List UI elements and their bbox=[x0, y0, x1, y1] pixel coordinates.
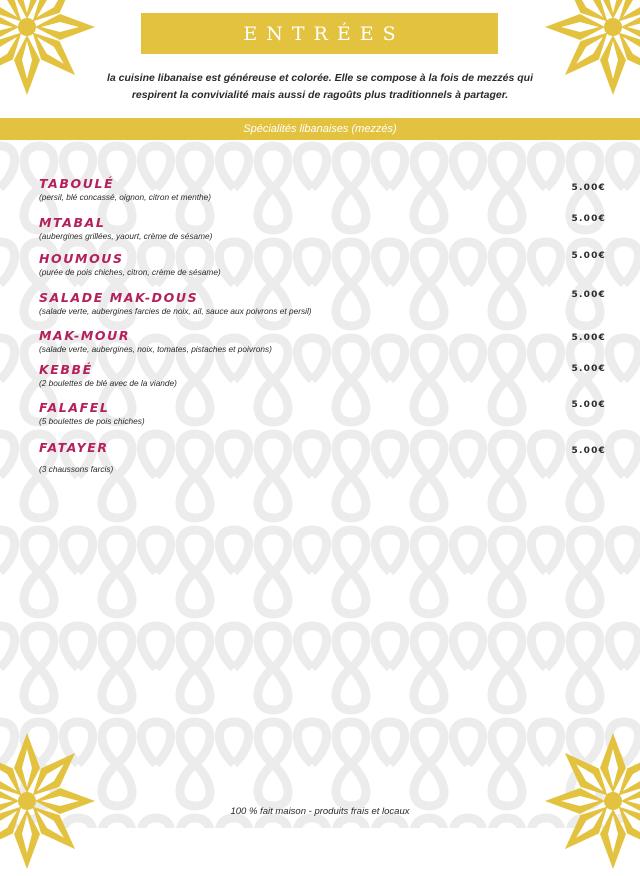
dish-description: (salade verte, aubergines farcies de noix, ail, sauce aux poivrons et persil) bbox=[39, 306, 312, 316]
dish-description: (purée de pois chiches, citron, crème de sésame) bbox=[39, 267, 221, 277]
dish-price: 5.00€ bbox=[571, 400, 606, 410]
dish-description: (5 boulettes de pois chiches) bbox=[39, 416, 145, 426]
dish-description: (aubergines grillées, yaourt, crème de sésame) bbox=[39, 231, 213, 241]
menu-item-fatayer bbox=[39, 440, 113, 474]
menu-item-mak-mour bbox=[39, 328, 272, 354]
dish-name: KEBBÉ bbox=[39, 362, 93, 377]
menu-item-mtabal bbox=[39, 215, 212, 241]
dish-description: (salade verte, aubergines, noix, tomates, pistaches et poivrons) bbox=[39, 344, 272, 354]
dish-price: 5.00€ bbox=[571, 364, 606, 374]
dish-name: FATAYER bbox=[39, 440, 109, 455]
menu-item-kebbe bbox=[39, 362, 177, 388]
dish-price: 5.00€ bbox=[571, 251, 606, 261]
background-lattice-pattern bbox=[0, 140, 640, 828]
page-title: ENTRÉES bbox=[243, 22, 405, 45]
dish-name: HOUMOUS bbox=[39, 251, 124, 266]
dish-name: TABOULÉ bbox=[39, 176, 115, 191]
dish-description: (3 chaussons farcis) bbox=[39, 464, 114, 474]
dish-price: 5.00€ bbox=[571, 290, 606, 300]
title-banner bbox=[141, 13, 498, 54]
dish-price: 5.00€ bbox=[571, 183, 606, 193]
flower-ornament-icon bbox=[0, 726, 102, 876]
dish-price: 5.00€ bbox=[571, 446, 606, 456]
intro-text: la cuisine libanaise est généreuse et colorée. Elle se compose à la fois de mezzés qui respirent la convivialité mais aussi de ragoûts plus traditionnels à partager. bbox=[106, 72, 533, 101]
dish-price: 5.00€ bbox=[571, 333, 606, 343]
section-band bbox=[0, 118, 640, 140]
footer-note: 100 % fait maison - produits frais et locaux bbox=[230, 806, 410, 817]
dish-description: (persil, blé concassé, oignon, citron et menthe) bbox=[39, 192, 212, 202]
menu-item-taboule bbox=[39, 176, 211, 202]
menu-item-salade-mak-dous bbox=[39, 290, 312, 316]
dish-name: SALADE MAK-DOUS bbox=[39, 290, 199, 305]
section-title: Spécialités libanaises (mezzés) bbox=[243, 123, 397, 135]
dish-name: MTABAL bbox=[39, 215, 106, 230]
dish-name: FALAFEL bbox=[39, 400, 110, 415]
dish-price: 5.00€ bbox=[571, 214, 606, 224]
menu-item-falafel bbox=[39, 400, 145, 426]
menu-item-houmous bbox=[39, 251, 221, 277]
flower-ornament-icon bbox=[538, 726, 640, 876]
dish-name: MAK-MOUR bbox=[39, 328, 131, 343]
dish-description: (2 boulettes de blé avec de la viande) bbox=[39, 378, 177, 388]
